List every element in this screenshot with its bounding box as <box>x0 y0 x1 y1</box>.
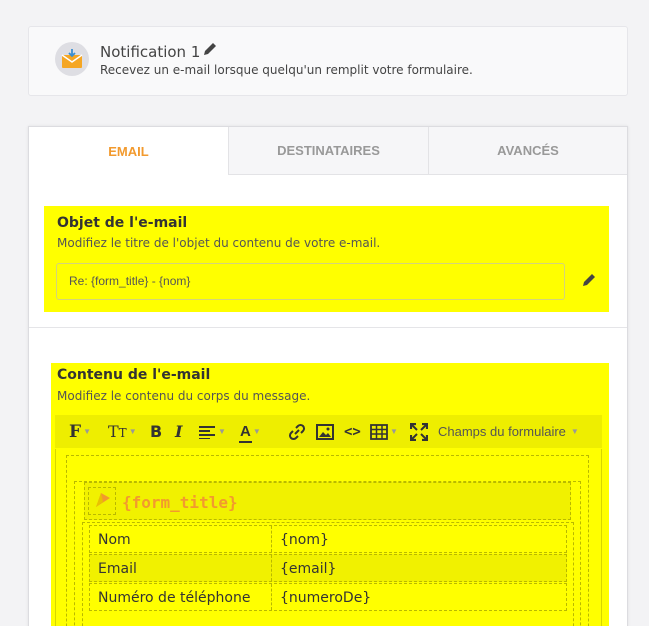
subject-input[interactable]: Re: {form_title} - {nom} <box>56 263 565 300</box>
content-section <box>51 363 609 626</box>
fullscreen-icon <box>410 423 428 441</box>
form-fields-dropdown[interactable] <box>438 415 579 448</box>
tab-destinataires[interactable]: DESTINATAIRES <box>228 127 428 175</box>
align-button[interactable] <box>198 415 226 448</box>
italic-button[interactable] <box>175 415 182 448</box>
text-color-button[interactable] <box>240 415 261 448</box>
table-button[interactable] <box>370 415 398 448</box>
fullscreen-button[interactable] <box>410 415 428 448</box>
tab-avances[interactable]: AVANCÉS <box>428 127 627 175</box>
chevron-down-icon: ▼ <box>83 427 91 436</box>
form-title-row <box>84 482 571 520</box>
subject-section <box>44 206 609 312</box>
subject-description: Modifiez le titre de l'objet du contenu de votre e-mail. <box>57 236 381 250</box>
table-row <box>89 583 567 611</box>
link-icon <box>288 423 306 441</box>
field-value: {email} <box>280 561 337 577</box>
field-value: {nom} <box>280 532 329 548</box>
mail-inbox-icon <box>55 42 89 76</box>
table-icon <box>370 424 388 440</box>
tab-bar <box>29 127 627 175</box>
chevron-down-icon: ▼ <box>218 427 226 436</box>
form-logo-icon <box>93 490 113 510</box>
font-size-icon: TT <box>108 422 127 441</box>
bold-button[interactable] <box>150 415 162 448</box>
edit-subject-pencil-icon[interactable] <box>581 272 597 293</box>
link-button[interactable] <box>288 415 306 448</box>
email-body-editor[interactable] <box>55 449 602 626</box>
editor-toolbar <box>55 415 602 448</box>
column-separator <box>271 526 272 552</box>
chevron-down-icon: ▼ <box>252 427 261 436</box>
content-description: Modifiez le contenu du corps du message. <box>57 389 311 403</box>
field-label: Nom <box>98 532 131 548</box>
bold-icon: B <box>150 422 163 441</box>
image-button[interactable] <box>316 415 334 448</box>
align-left-icon <box>198 425 216 439</box>
italic-icon: I <box>175 422 183 441</box>
logo-cell <box>88 487 116 515</box>
code-icon: <> <box>344 423 361 440</box>
field-label: Numéro de téléphone <box>98 590 251 606</box>
font-family-button[interactable] <box>69 415 91 448</box>
text-color-icon: A <box>240 423 251 440</box>
chevron-down-icon: ▼ <box>570 427 579 436</box>
font-size-button[interactable] <box>108 415 137 448</box>
table-row <box>89 525 567 553</box>
font-family-icon: F <box>69 421 82 442</box>
edit-title-pencil-icon[interactable] <box>202 41 218 62</box>
chevron-down-icon: ▼ <box>390 427 398 436</box>
table-row <box>89 554 567 582</box>
column-separator <box>271 584 272 610</box>
column-separator <box>271 555 272 581</box>
tab-email[interactable]: EMAIL <box>29 127 228 175</box>
notification-card <box>28 26 628 96</box>
field-label: Email <box>98 561 137 577</box>
content-heading: Contenu de l'e-mail <box>57 367 211 383</box>
section-divider <box>29 327 627 328</box>
form-title-placeholder: {form_title} <box>122 493 238 512</box>
chevron-down-icon: ▼ <box>128 427 137 436</box>
notification-title: Notification 1 <box>100 43 201 61</box>
notification-description: Recevez un e-mail lorsque quelqu'un remplit votre formulaire. <box>100 63 473 77</box>
field-value: {numeroDe} <box>280 590 372 606</box>
image-icon <box>316 424 334 440</box>
code-view-button[interactable] <box>344 415 361 448</box>
form-fields-label: Champs du formulaire <box>438 424 566 439</box>
email-settings-card <box>28 126 628 626</box>
subject-heading: Objet de l'e-mail <box>57 215 188 231</box>
